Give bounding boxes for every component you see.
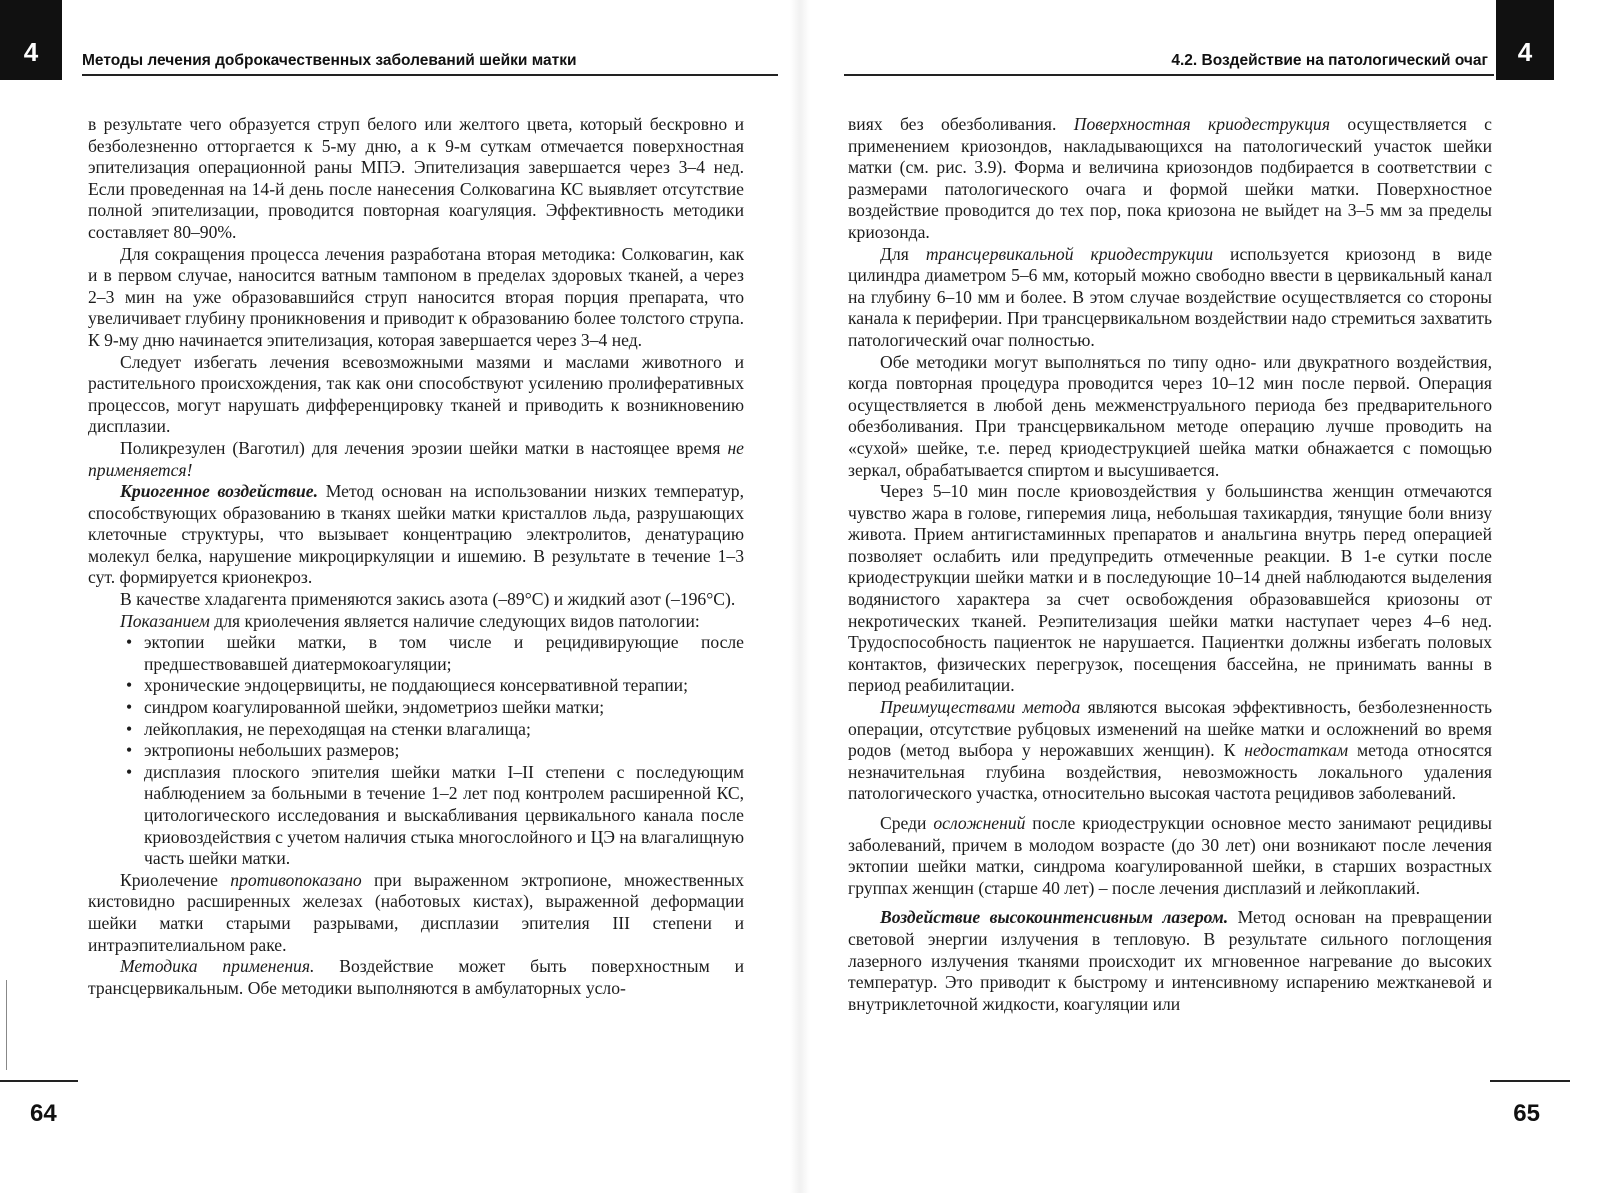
paragraph: в результате чего образуется струп белого или желтого цвета, который бескровно и безболезненно отторгается к 5-му дню, а к 9-м суткам отмечается поверхностная эпителизация операционной раны МПЭ. Эпителизация завершается через 3–4 нед. Если проведенная на 14-й день после нанесения Солковагина КС выявляет отсутствие полной эпителизации, проводится повторная коагуляция. Эффективность методики составляет 80–90%.: [88, 114, 744, 242]
right-page: [800, 0, 1600, 1193]
body-text: [88, 114, 744, 999]
paragraph: В качестве хладагента применяются закись азота (–89°С) и жидкий азот (–196°С).: [120, 589, 736, 610]
italic-emphasis: недостаткам: [1244, 740, 1349, 761]
paragraph: виях без обезболивания. Поверхностная криодеструкция осуществляется с применением криозондов, накладывающихся на патологический участок шейки матки (см. рис. 3.9). Форма и величина криозондов подбирается в соответствии с размерами патологического очага и формой шейки матки. Поверхностное воздействие проводится до тех пор, пока криозона не выйдет на 3–5 мм за пределы криозонда.: [848, 114, 1492, 242]
list-item: • дисплазия плоского эпителия шейки матки I–II степени с последующим наблюдением за больными в течение 1–2 лет под контролем расширенной КС, цитологического исследования и выскабливания цервикального канала после криовоздействия с учетом наличия стыка многослойного и ЦЭ на влагалищную часть шейки матки.: [88, 762, 744, 870]
italic-emphasis: Показанием: [120, 610, 210, 631]
italic-emphasis: осложнений: [933, 813, 1026, 833]
running-head: Методы лечения доброкачественных заболеваний шейки матки: [82, 52, 577, 69]
paragraph: Криогенное воздействие. Метод основан на использовании низких температур, способствующих образованию в тканях шейки матки кристаллов льда, разрушающих клеточные структуры, что вызывает концентрацию электролитов, денатурацию молекул белка, нарушение микроциркуляции и ишемию. В результате в течение 1–3 сут. формируется крионекроз.: [88, 481, 744, 588]
margin-mark: [6, 980, 7, 1070]
list-item: • хронические эндоцервициты, не поддающиеся консервативной терапии;: [88, 675, 744, 697]
section-lead: Воздействие высокоинтенсивным лазером.: [880, 907, 1229, 928]
footer-rule: [1490, 1080, 1570, 1082]
paragraph: Через 5–10 мин после криовоздействия у большинства женщин отмечаются чувство жара в голове, гиперемия лица, небольшая тахикардия, тянущие боли внизу живота. Прием антигистаминных препаратов и анальгина внутрь перед операцией позволяет ослабить или предупредить отмеченные реакции. В 1-е сутки после криодеструкции шейки матки и в последующие 10–14 дней наблюдаются выделения водянистого характера за счет освобождения образовавшейся криозоны от некротических тканей. Реэпителизация шейки матки наступает через 4–6 нед. Трудоспособность пациенток не нарушается. Пациентки должны избегать половых контактов, физических перегрузок, посещения бассейна, не принимать ванны в период реабилитации.: [848, 481, 1492, 696]
section-lead: Криогенное воздействие.: [120, 481, 319, 502]
paragraph: Воздействие высокоинтенсивным лазером. Метод основан на превращении световой энергии излучения в тепловую. В результате сильного поглощения лазерного излучения тканями происходит их мгновенное нагревание до высоких температур. Это приводит к быстрому и интенсивному испарению межтканевой и внутриклеточной жидкости, коагуляции или: [848, 907, 1492, 1014]
running-head: 4.2. Воздействие на патологический очаг: [1171, 52, 1488, 69]
body-text: [848, 114, 1492, 1015]
italic-emphasis: не применяется!: [88, 437, 744, 480]
italic-emphasis: противопоказано: [230, 869, 362, 890]
list-item: • лейкоплакия, не переходящая на стенки влагалища;: [88, 719, 744, 741]
paragraph: Поликрезулен (Ваготил) для лечения эрозии шейки матки в настоящее время не применяется!: [88, 437, 744, 480]
header-rule: [844, 74, 1494, 76]
paragraph: Преимуществами метода являются высокая эффективность, безболезненность операции, отсутствие рубцовых изменений на шейке матки и осложнений во время родов (метод выбора у нерожавших женщин). К недостаткам метода относятся незначительная глубина воздействия, невозможность локального удаления патологического участка, относительно высокая частота рецидивов заболеваний.: [848, 697, 1493, 804]
italic-emphasis: Преимуществами метода: [880, 697, 1081, 718]
page-number: 65: [1513, 1100, 1540, 1127]
indications-list: [88, 632, 744, 870]
footer-rule: [0, 1080, 78, 1082]
paragraph: Обе методики могут выполняться по типу одно- или двукратного воздействия, когда повторная процедура проводится через 10–12 мин после первой. Операция осуществляется в любой день межменструального периода без предварительного обезболивания. При трансцервикальном методе операцию лучше проводить на «сухой» шейке, т.е. перед криодеструкцией шейка матки обнажается с помощью зеркал, обрабатывается спиртом и высушивается.: [848, 351, 1492, 480]
paragraph: Криолечение противопоказано при выраженном эктропионе, множественных кистовидно расширенных железах (наботовых кистах), выраженной деформации шейки матки старыми разрывами, дисплазии эпителия III степени и интраэпителиальном раке.: [88, 869, 744, 955]
italic-emphasis: Поверхностная криодеструкция: [1073, 114, 1331, 134]
list-item: • эктопии шейки матки, в том числе и рецидивирующие после предшествовавшей диатермокоагуляции;: [88, 632, 744, 675]
paragraph: Показанием для криолечения является наличие следующих видов патологии:: [120, 610, 700, 631]
chapter-tab: 4: [0, 0, 62, 80]
chapter-tab: 4: [1496, 0, 1554, 80]
list-item: • синдром коагулированной шейки, эндометриоз шейки матки;: [88, 697, 744, 719]
italic-emphasis: трансцервикальной криодеструкции: [925, 243, 1214, 264]
list-item: • эктропионы небольших размеров;: [88, 740, 744, 762]
header-rule: [82, 74, 778, 76]
paragraph: Среди осложнений после криодеструкции основное место занимают рецидивы заболеваний, причем в молодом возрасте (до 30 лет) они возникают после лечения эктопии шейки матки, синдрома коагулированной шейки, в старших возрастных группах женщин (старше 40 лет) – после лечения дисплазий и лейкоплакий.: [848, 813, 1493, 898]
page-number: 64: [30, 1100, 57, 1127]
paragraph: Для трансцервикальной криодеструкции используется криозонд в виде цилиндра диаметром 5–6 мм, который можно свободно ввести в цервикальный канал на глубину 6–10 мм и более. В этом случае воздействие осуществляется со стороны канала к периферии. При трансцервикальном воздействии надо стремиться захватить патологический очаг полностью.: [848, 243, 1493, 350]
paragraph: Методика применения. Воздействие может быть поверхностным и трансцервикальным. Обе методики выполняются в амбулаторных усло-: [88, 956, 744, 998]
paragraph: Следует избегать лечения всевозможными мазями и маслами животного и растительного происхождения, так как они способствуют усилению пролиферативных процессов, могут нарушать дифференцировку тканей и приводить к возникновению дисплазии.: [88, 351, 744, 437]
italic-emphasis: Методика применения.: [120, 956, 315, 977]
paragraph: Для сокращения процесса лечения разработана вторая методика: Солковагин, как и в первом случае, наносится ватным тампоном в пределах здоровых тканей, а через 2–3 мин на уже образовавшийся струп наносится вторая порция препарата, что увеличивает глубину проникновения и приводит к образованию более толстого струпа. К 9-му дню начинается эпителизация, которая завершается через 3–4 нед.: [88, 243, 744, 350]
